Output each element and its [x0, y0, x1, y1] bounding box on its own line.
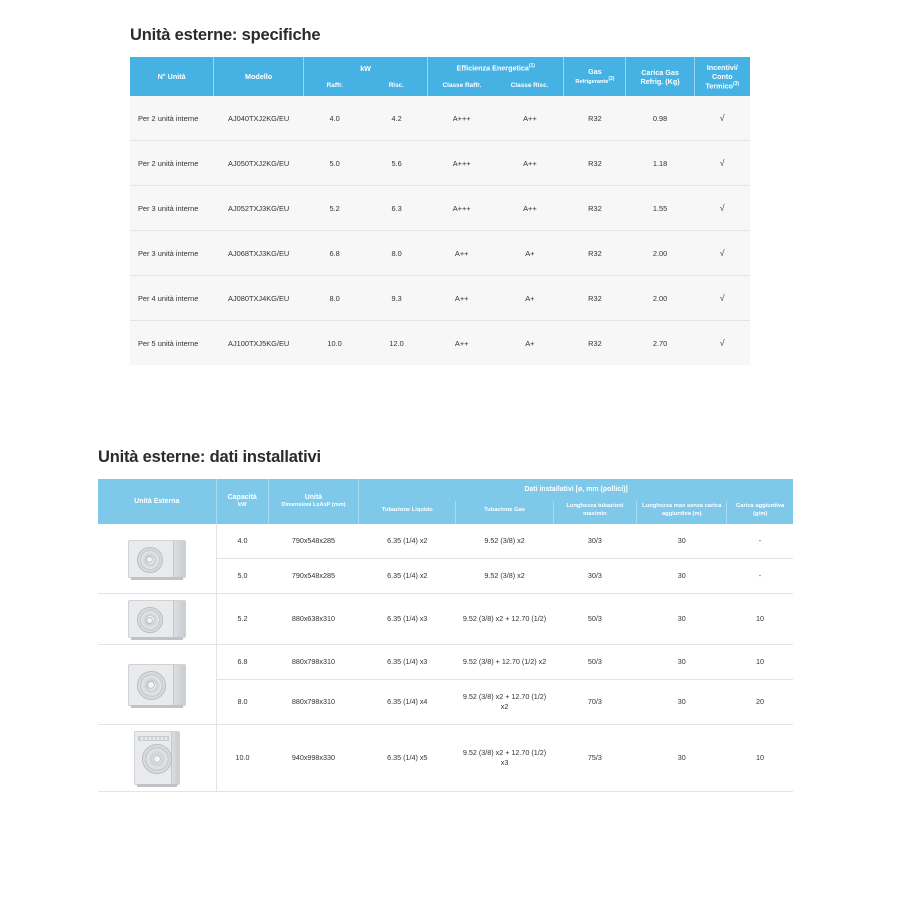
section-outdoor-specs	[130, 26, 750, 365]
th-incentivi-sub	[697, 72, 748, 90]
cell-n-unita: Per 3 unità interne	[130, 186, 214, 231]
th-carica-gas	[626, 57, 694, 96]
outdoor-unit-icon	[128, 664, 186, 706]
cell-carica: 0.98	[626, 96, 694, 141]
cell-gas: R32	[564, 141, 626, 186]
cell-tub-liquido: 6.35 (1/4) x3	[359, 594, 456, 645]
cell-classe-risc: A+	[496, 231, 564, 276]
th-incentivi-sub-label: Conto Termico	[705, 71, 733, 91]
unit-base	[131, 637, 183, 640]
th-unita-esterna: Unità Esterna	[98, 479, 216, 524]
unit-side-panel	[171, 732, 179, 784]
cell-tub-gas: 9.52 (3/8) x2	[456, 524, 553, 559]
cell-carica: 2.00	[626, 231, 694, 276]
cell-carica-aggiuntiva: 20	[727, 680, 793, 725]
cell-incentivo: √	[694, 276, 750, 321]
cell-risc: 8.0	[366, 231, 428, 276]
th-kw: kW	[304, 57, 428, 79]
th-efficienza-label: Efficienza Energetica	[456, 63, 529, 73]
cell-risc: 5.6	[366, 141, 428, 186]
th-unita-sub: Dimensioni LxAxP (mm)	[281, 502, 346, 509]
cell-carica: 1.18	[626, 141, 694, 186]
cell-capacita: 5.2	[216, 594, 268, 645]
cell-dimensioni: 940x998x330	[268, 725, 358, 792]
cell-n-unita: Per 2 unità interne	[130, 96, 214, 141]
cell-n-unita: Per 2 unità interne	[130, 141, 214, 186]
cell-incentivo: √	[694, 321, 750, 366]
table-row	[98, 594, 793, 645]
cell-tub-liquido: 6.35 (1/4) x2	[359, 559, 456, 594]
th-lunghezza-max: Lunghezza tubazioni max/min	[553, 501, 636, 524]
section-outdoor-install	[98, 448, 793, 792]
th-capacita	[216, 479, 268, 524]
table-row	[98, 645, 793, 680]
unit-base	[137, 784, 178, 787]
cell-incentivo: √	[694, 96, 750, 141]
cell-tub-liquido: 6.35 (1/4) x3	[359, 645, 456, 680]
th-dati-installativi: Dati installativi [ø, mm (pollici)]	[359, 479, 793, 501]
cell-classe-risc: A++	[496, 141, 564, 186]
specs-table	[130, 57, 750, 365]
th-gas-sub-sup: (2)	[608, 76, 615, 83]
th-carica-aggiuntiva: Carica aggiuntiva (g/m)	[727, 501, 793, 524]
table-row	[130, 141, 750, 186]
th-kw-raffr: Raffr.	[304, 79, 366, 96]
cell-dimensioni: 880x638x310	[268, 594, 358, 645]
specs-table-body	[130, 96, 750, 365]
cell-tub-liquido: 6.35 (1/4) x2	[359, 524, 456, 559]
cell-carica-aggiuntiva: 10	[727, 725, 793, 792]
cell-modello: AJ052TXJ3KG/EU	[214, 186, 304, 231]
cell-dimensioni: 880x798x310	[268, 645, 358, 680]
cell-modello: AJ040TXJ2KG/EU	[214, 96, 304, 141]
th-carica-gas-sub: Refrig. (Kg)	[640, 76, 680, 86]
cell-gas: R32	[564, 96, 626, 141]
unit-side-panel	[173, 541, 185, 577]
cell-lunghezza-max: 50/3	[553, 645, 636, 680]
cell-tub-liquido: 6.35 (1/4) x4	[359, 680, 456, 725]
table-row	[130, 276, 750, 321]
cell-dimensioni: 880x798x310	[268, 680, 358, 725]
outdoor-unit-image-10kw	[98, 725, 216, 792]
cell-capacita: 5.0	[216, 559, 268, 594]
cell-carica-aggiuntiva: -	[727, 559, 793, 594]
cell-classe-risc: A++	[496, 186, 564, 231]
th-kw-risc: Risc.	[366, 79, 428, 96]
install-table-body	[98, 524, 793, 792]
unit-base	[131, 577, 183, 580]
cell-classe-raffr: A+++	[428, 141, 496, 186]
cell-capacita: 4.0	[216, 524, 268, 559]
cell-incentivo: √	[694, 186, 750, 231]
table-row	[130, 321, 750, 366]
th-gas	[564, 57, 626, 96]
cell-classe-risc: A+	[496, 276, 564, 321]
cell-modello: AJ050TXJ2KG/EU	[214, 141, 304, 186]
cell-tub-gas: 9.52 (3/8) x2 + 12.70 (1/2) x2	[456, 680, 553, 725]
outdoor-unit-icon	[128, 540, 186, 578]
outdoor-unit-image-6-8kw	[98, 645, 216, 725]
unit-base	[131, 705, 183, 708]
fan-hub-icon	[146, 617, 153, 624]
cell-carica: 2.00	[626, 276, 694, 321]
cell-capacita: 8.0	[216, 680, 268, 725]
cell-tub-gas: 9.52 (3/8) x2 + 12.70 (1/2)	[456, 594, 553, 645]
install-table	[98, 479, 793, 792]
cell-modello: AJ068TXJ3KG/EU	[214, 231, 304, 276]
th-incentivi-sup: (3)	[732, 80, 740, 87]
cell-lunghezza-max: 50/3	[553, 594, 636, 645]
cell-raffr: 6.8	[304, 231, 366, 276]
section1-title: Unità esterne: specifiche	[130, 26, 321, 44]
outdoor-unit-icon	[134, 731, 180, 785]
cell-carica-aggiuntiva: 10	[727, 594, 793, 645]
cell-classe-raffr: A++	[428, 276, 496, 321]
cell-dimensioni: 790x548x285	[268, 559, 358, 594]
cell-raffr: 5.0	[304, 141, 366, 186]
th-efficienza-energetica	[428, 57, 564, 79]
th-gas-label: Gas	[588, 67, 602, 77]
th-classe-raffr: Classe Raffr.	[428, 79, 496, 96]
cell-classe-raffr: A++	[428, 321, 496, 366]
unit-side-panel	[173, 601, 185, 637]
cell-incentivo: √	[694, 231, 750, 276]
outdoor-unit-image-5-2kw	[98, 594, 216, 645]
th-carica-gas-label: Carica Gas	[641, 67, 679, 77]
th-classe-risc: Classe Risc.	[496, 79, 564, 96]
th-capacita-label: Capacità	[227, 494, 257, 502]
cell-capacita: 10.0	[216, 725, 268, 792]
cell-tub-gas: 9.52 (3/8) + 12.70 (1/2) x2	[456, 645, 553, 680]
th-tub-liquido: Tubazione Liquido	[359, 501, 456, 524]
cell-lunghezza-senza-carica: 30	[637, 559, 727, 594]
cell-modello: AJ080TXJ4KG/EU	[214, 276, 304, 321]
cell-lunghezza-senza-carica: 30	[637, 645, 727, 680]
table-row	[98, 725, 793, 792]
unit-top-vent	[138, 736, 169, 741]
th-capacita-sub: kW	[237, 502, 247, 509]
cell-gas: R32	[564, 276, 626, 321]
cell-risc: 6.3	[366, 186, 428, 231]
th-incentivi-label: Incentivi/	[706, 62, 738, 72]
cell-tub-gas: 9.52 (3/8) x2 + 12.70 (1/2) x3	[456, 725, 553, 792]
cell-lunghezza-senza-carica: 30	[637, 725, 727, 792]
section2-title: Unità esterne: dati installativi	[98, 448, 321, 466]
table-row	[130, 231, 750, 276]
th-gas-sub-label: Refrigerante	[575, 78, 609, 85]
cell-raffr: 4.0	[304, 96, 366, 141]
th-lunghezza-senza-carica: Lunghezza max senza carica aggiuntiva (m)	[637, 501, 727, 524]
table-row	[130, 96, 750, 141]
cell-carica-aggiuntiva: 10	[727, 645, 793, 680]
cell-n-unita: Per 5 unità interne	[130, 321, 214, 366]
cell-risc: 12.0	[366, 321, 428, 366]
table-row	[130, 186, 750, 231]
th-modello: Modello	[214, 57, 304, 96]
table-row	[98, 524, 793, 559]
cell-gas: R32	[564, 186, 626, 231]
th-efficienza-sup: (1)	[528, 63, 535, 70]
cell-risc: 4.2	[366, 96, 428, 141]
cell-carica: 2.70	[626, 321, 694, 366]
cell-gas: R32	[564, 231, 626, 276]
th-gas-sub	[566, 76, 623, 86]
cell-incentivo: √	[694, 141, 750, 186]
th-unita	[268, 479, 358, 524]
cell-lunghezza-senza-carica: 30	[637, 594, 727, 645]
th-incentivi	[694, 57, 750, 96]
cell-classe-raffr: A+++	[428, 186, 496, 231]
cell-classe-raffr: A+++	[428, 96, 496, 141]
th-tub-gas: Tubazione Gas	[456, 501, 553, 524]
th-unita-label: Unità	[304, 494, 323, 502]
cell-dimensioni: 790x548x285	[268, 524, 358, 559]
outdoor-unit-image-4-5kw	[98, 524, 216, 594]
outdoor-unit-icon	[128, 600, 186, 638]
cell-lunghezza-max: 30/3	[553, 559, 636, 594]
cell-modello: AJ100TXJ5KG/EU	[214, 321, 304, 366]
cell-gas: R32	[564, 321, 626, 366]
cell-classe-risc: A++	[496, 96, 564, 141]
cell-classe-risc: A+	[496, 321, 564, 366]
unit-side-panel	[173, 665, 185, 705]
cell-carica: 1.55	[626, 186, 694, 231]
cell-carica-aggiuntiva: -	[727, 524, 793, 559]
cell-lunghezza-senza-carica: 30	[637, 524, 727, 559]
cell-tub-gas: 9.52 (3/8) x2	[456, 559, 553, 594]
th-n-unita: N° Unità	[130, 57, 214, 96]
cell-lunghezza-max: 70/3	[553, 680, 636, 725]
cell-classe-raffr: A++	[428, 231, 496, 276]
cell-lunghezza-max: 75/3	[553, 725, 636, 792]
cell-raffr: 5.2	[304, 186, 366, 231]
cell-raffr: 10.0	[304, 321, 366, 366]
cell-lunghezza-senza-carica: 30	[637, 680, 727, 725]
cell-capacita: 6.8	[216, 645, 268, 680]
cell-n-unita: Per 4 unità interne	[130, 276, 214, 321]
cell-lunghezza-max: 30/3	[553, 524, 636, 559]
cell-raffr: 8.0	[304, 276, 366, 321]
cell-n-unita: Per 3 unità interne	[130, 231, 214, 276]
cell-risc: 9.3	[366, 276, 428, 321]
cell-tub-liquido: 6.35 (1/4) x5	[359, 725, 456, 792]
